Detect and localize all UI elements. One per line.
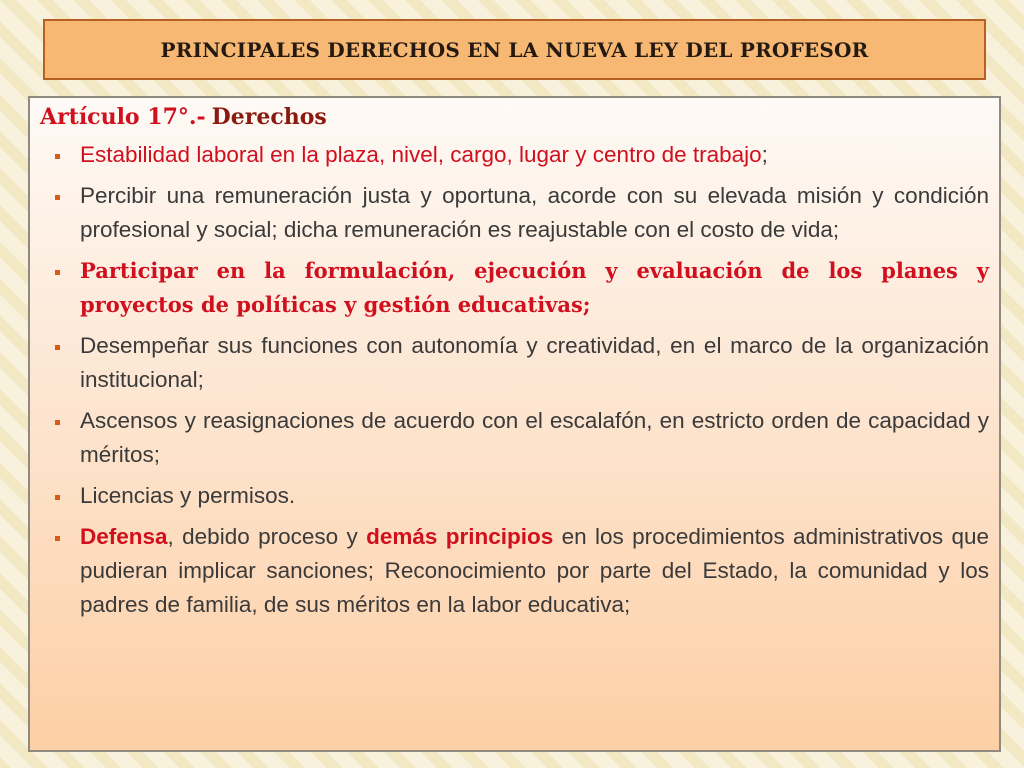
list-item xyxy=(40,179,989,247)
item-text: Estabilidad laboral en la plaza, nivel, cargo, lugar y centro de trabajo xyxy=(80,142,762,167)
article-heading xyxy=(40,104,989,130)
item-text: Participar en la formulación, ejecución y evaluación de los planes y proyectos de políticas y gestión educativas; xyxy=(80,258,989,317)
item-text: Ascensos y reasignaciones de acuerdo con el escalafón, en estricto orden de capacidad y méritos; xyxy=(80,408,989,467)
square-bullet-icon xyxy=(55,270,60,275)
square-bullet-icon xyxy=(55,536,60,541)
list-item xyxy=(40,138,989,172)
item-text: Licencias y permisos. xyxy=(80,483,296,508)
slide-title: PRINCIPALES DERECHOS EN LA NUEVA LEY DEL PROFESOR xyxy=(160,37,869,62)
content-panel xyxy=(28,96,1001,752)
list-item xyxy=(40,479,989,513)
square-bullet-icon xyxy=(55,495,60,500)
square-bullet-icon xyxy=(55,345,60,350)
list-item xyxy=(40,404,989,472)
item-text: Desempeñar sus funciones con autonomía y creatividad, en el marco de la organización institucional; xyxy=(80,333,989,392)
item-text: Percibir una remuneración justa y oportuna, acorde con su elevada misión y condición profesional y social; dicha remuneración es reajustable con el costo de vida; xyxy=(80,183,989,242)
square-bullet-icon xyxy=(55,154,60,159)
list-item xyxy=(40,329,989,397)
article-number: Artículo 17°.- xyxy=(40,104,206,130)
item-text: , debido proceso y xyxy=(167,524,367,549)
square-bullet-icon xyxy=(55,420,60,425)
item-text-emphasis: Defensa xyxy=(80,524,168,549)
list-item xyxy=(40,520,989,622)
article-label: Derechos xyxy=(211,104,327,130)
slide-title-box xyxy=(43,19,986,80)
item-text: en los procedimientos administrativos que pudieran implicar sanciones; Reconocimiento por parte del Estado, la comunidad y los padres de familia, de sus méritos en la labor educativa; xyxy=(80,524,990,617)
list-item xyxy=(40,254,989,322)
item-trail: ; xyxy=(761,142,768,167)
square-bullet-icon xyxy=(55,195,60,200)
rights-list xyxy=(40,138,989,622)
item-text-emphasis: demás principios xyxy=(366,524,554,549)
